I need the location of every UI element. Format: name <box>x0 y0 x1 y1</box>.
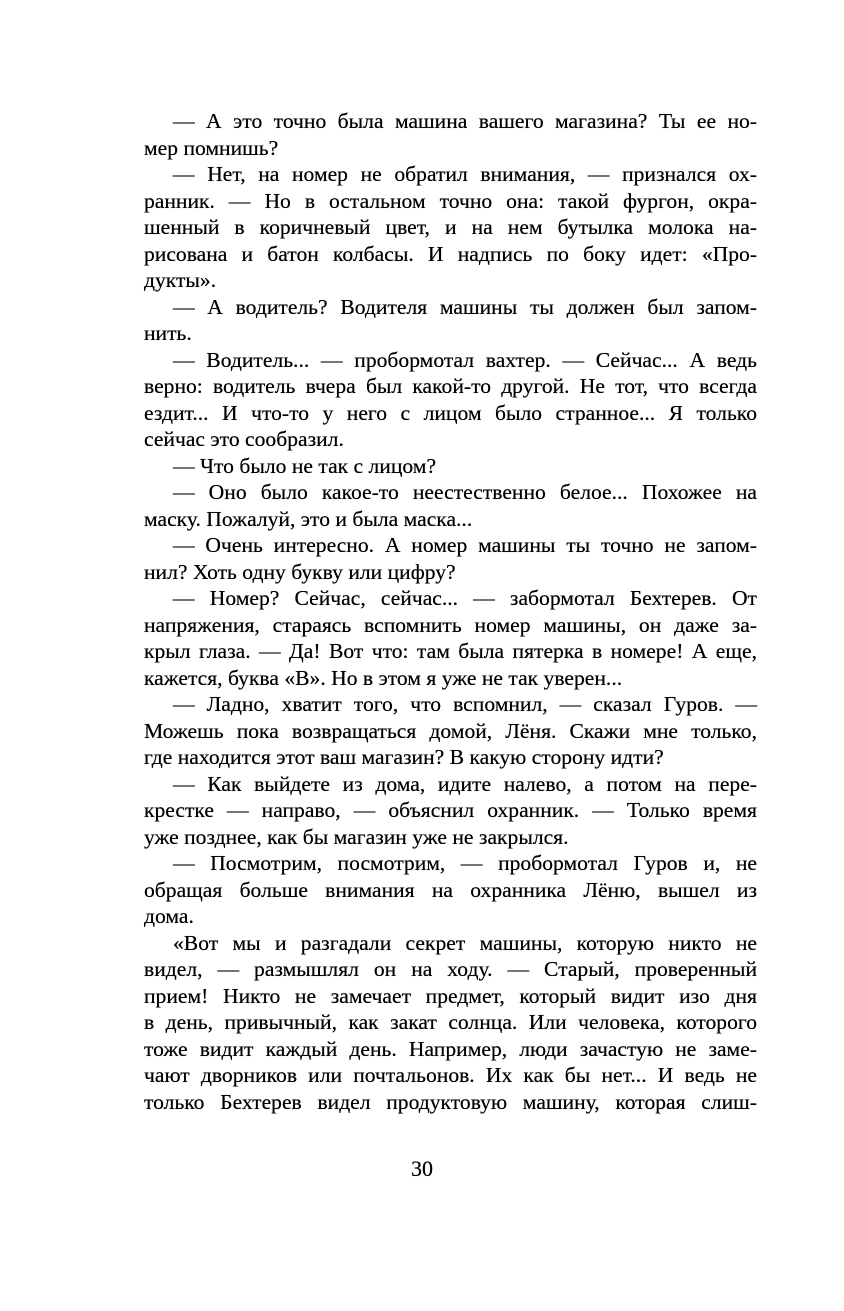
text-line: тоже видит каждый день. Например, люди зачастую не заме- <box>144 1036 757 1061</box>
text-line: рисована и батон колбасы. И надпись по боку идет: «Про- <box>144 241 757 266</box>
text-line: уже позднее, как бы магазин уже не закрылся. <box>144 824 569 849</box>
paragraph <box>144 161 757 294</box>
text-line: видел, — размышлял он на ходу. — Старый, проверенный <box>144 957 757 981</box>
text-line: верно: водитель вчера был какой-то другой. Не тот, что всегда <box>144 374 757 398</box>
text-line: где находится этот ваш магазин? В какую сторону идти? <box>144 745 664 769</box>
text-line: крыл глаза. — Да! Вот что: там была пятерка в номере! А еще, <box>144 639 757 663</box>
text-line: дукты». <box>144 268 217 292</box>
paragraph <box>144 108 757 161</box>
page-number: 30 <box>411 1156 433 1181</box>
paragraph <box>144 294 757 347</box>
text-line: нил? Хоть одну букву или цифру? <box>144 559 456 584</box>
text-line: ранник. — Но в остальном точно она: такой фургон, окра- <box>144 188 757 213</box>
text-line: — А водитель? Водителя машины ты должен был запом- <box>173 294 757 319</box>
text-line: обращая больше внимания на охранника Лёню, вышел из <box>144 877 757 902</box>
paragraph <box>144 930 757 1116</box>
text-line: — Очень интересно. А номер машины ты точно не запом- <box>173 533 757 557</box>
text-line: — Оно было какое-то неестественно белое... Похожее на <box>173 480 757 504</box>
text-line: напряжения, стараясь вспомнить номер машины, он даже за- <box>144 612 757 637</box>
text-line: чают дворников или почтальонов. Их как бы нет... И ведь не <box>144 1063 757 1087</box>
text-line: — Номер? Сейчас, сейчас... — забормотал Бехтерев. От <box>173 586 757 610</box>
text-line: крестке — направо, — объяснил охранник. — Только время <box>144 798 757 822</box>
paragraph <box>144 479 757 532</box>
text-line: мер помнишь? <box>144 135 279 160</box>
text-line: дома. <box>144 904 194 928</box>
text-line: — Ладно, хватит того, что вспомнил, — сказал Гуров. — <box>173 692 757 716</box>
paragraph <box>144 585 757 691</box>
paragraph <box>144 771 757 851</box>
text-line: — Нет, на номер не обратил внимания, — признался ох- <box>173 162 757 186</box>
page-body-text <box>144 108 757 1115</box>
text-line: сейчас это сообразил. <box>144 427 344 451</box>
text-line: ездит... И что-то у него с лицом было странное... Я только <box>144 400 757 425</box>
text-line: Можешь пока возвращаться домой, Лёня. Скажи мне только, <box>144 718 757 743</box>
text-line: «Вот мы и разгадали секрет машины, которую никто не <box>173 930 757 955</box>
text-line: прием! Никто не замечает предмет, который видит изо дня <box>144 983 757 1008</box>
paragraph <box>144 691 757 771</box>
text-line: кажется, буква «В». Но в этом я уже не так уверен... <box>144 665 623 690</box>
text-line: в день, привычный, как закат солнца. Или человека, которого <box>144 1010 757 1034</box>
paragraph <box>144 347 757 453</box>
text-line: — Что было не так с лицом? <box>173 453 437 478</box>
text-line: шенный в коричневый цвет, и на нем бутылка молока на- <box>144 215 757 239</box>
text-line: маску. Пожалуй, это и была маска... <box>144 506 473 531</box>
text-line: — Водитель... — пробормотал вахтер. — Сейчас... А ведь <box>173 347 757 372</box>
text-line: нить. <box>144 321 192 345</box>
text-line: — Посмотрим, посмотрим, — пробормотал Гуров и, не <box>173 851 757 875</box>
paragraph <box>144 532 757 585</box>
paragraph <box>144 453 757 480</box>
text-line: — А это точно была машина вашего магазина? Ты ее но- <box>173 109 757 133</box>
text-line: только Бехтерев видел продуктовую машину, которая слиш- <box>144 1089 757 1114</box>
paragraph <box>144 850 757 930</box>
text-line: — Как выйдете из дома, идите налево, а потом на пере- <box>173 771 757 796</box>
